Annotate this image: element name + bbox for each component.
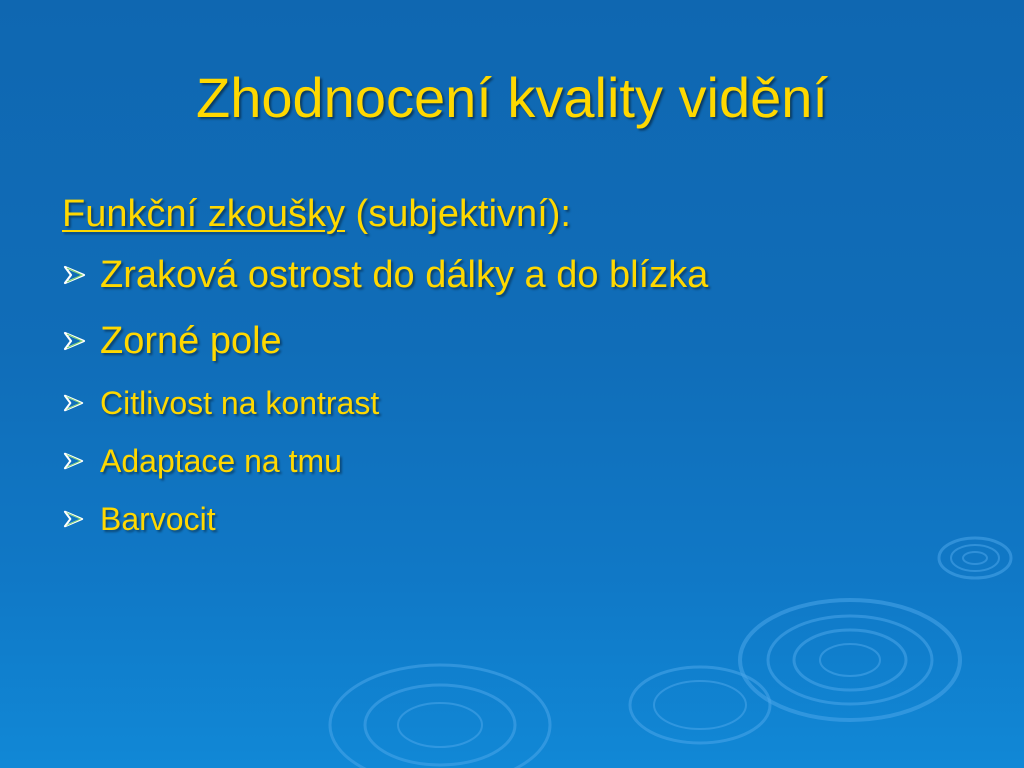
bullet-label: Zraková ostrost do dálky a do blízka bbox=[100, 253, 709, 296]
list-item bbox=[62, 374, 962, 432]
arrow-bullet-icon bbox=[62, 264, 100, 286]
arrow-bullet-icon bbox=[62, 509, 100, 529]
list-item bbox=[62, 308, 962, 374]
intro-rest: (subjektivní): bbox=[345, 193, 571, 235]
bullet-list bbox=[62, 242, 962, 548]
list-item bbox=[62, 432, 962, 490]
list-item bbox=[62, 242, 962, 308]
list-item bbox=[62, 490, 962, 548]
arrow-bullet-icon bbox=[62, 451, 100, 471]
slide-content bbox=[62, 186, 962, 548]
arrow-bullet-icon bbox=[62, 330, 100, 352]
bullet-label: Adaptace na tmu bbox=[100, 442, 342, 479]
arrow-bullet-icon bbox=[62, 393, 100, 413]
intro-link[interactable]: Funkční zkoušky bbox=[62, 193, 345, 235]
bullet-label: Barvocit bbox=[100, 500, 216, 537]
bullet-label: Zorné pole bbox=[100, 319, 282, 362]
intro-line bbox=[62, 186, 962, 242]
slide-title: Zhodnocení kvality vidění bbox=[196, 66, 828, 129]
bullet-label: Citlivost na kontrast bbox=[100, 384, 380, 421]
